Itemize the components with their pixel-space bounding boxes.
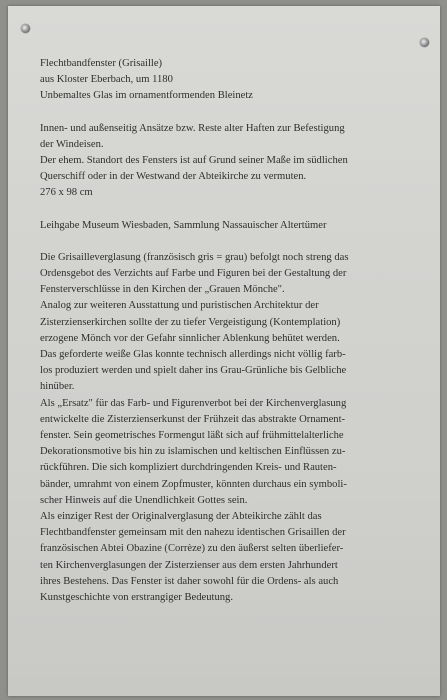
screw-icon [21, 24, 30, 33]
body-line: fenster. Sein geometrisches Formengut läßt sich auf frühmittelalterliche [40, 430, 344, 442]
body-line: Kunstgeschichte von erstrangiger Bedeutung. [40, 592, 233, 604]
details-line: 276 x 98 cm [40, 187, 93, 199]
body-line: Flechtbandfenster gemeinsam mit den nahezu identischen Grisaillen der [40, 527, 346, 539]
body-line: Das geforderte weiße Glas konnte technisch allerdings nicht völlig farb- [40, 349, 346, 361]
details-line: Querschiff oder in der Westwand der Abteikirche zu vermuten. [40, 171, 307, 183]
details-line: der Windeisen. [40, 138, 104, 150]
body-line: erzogene Mönch vor der Gefahr sinnlicher Ablenkung behütet werden. [40, 332, 340, 344]
information-placard [8, 6, 440, 696]
body-line: Analog zur weiteren Ausstattung und puristischen Architektur der [40, 300, 319, 312]
loan-line: Leihgabe Museum Wiesbaden, Sammlung Nassauischer Altertümer [40, 219, 327, 231]
body-line: los produziert werden und spielt daher ins Grau-Grünliche bis Gelbliche [40, 365, 347, 377]
details-line: Der ehem. Standort des Fensters ist auf Grund seiner Maße im südlichen [40, 155, 348, 167]
body-line: Dekorationsmotive bis hin zu islamischen und keltischen Einflüssen zu- [40, 446, 346, 458]
header-line: Unbemaltes Glas im ornamentformenden Bleinetz [40, 90, 253, 102]
body-line: französischen Abtei Obazine (Corrèze) zu den äußerst selten überliefer- [40, 543, 344, 555]
details-line: Innen- und außenseitig Ansätze bzw. Reste alter Haften zur Befestigung [40, 122, 345, 134]
screw-icon [420, 38, 429, 47]
body-line: ihres Bestehens. Das Fenster ist daher sowohl für die Ordens- als auch [40, 575, 339, 587]
header-line: aus Kloster Eberbach, um 1180 [40, 74, 173, 86]
header-line: Flechtbandfenster (Grisaille) [40, 58, 163, 69]
body-line: Ordensgebot des Verzichts auf Farbe und Figuren bei der Gestaltung der [40, 268, 347, 280]
body-line: Zisterzienserkirchen sollte der zu tiefer Vergeistigung (Kontemplation) [40, 316, 341, 328]
body-line: Als einziger Rest der Originalverglasung der Abteikirche zählt das [40, 511, 322, 523]
placard-text [40, 56, 440, 606]
body-line: hinüber. [40, 381, 75, 393]
body-line: Als „Ersatz" für das Farb- und Figurenverbot bei der Kirchenverglasung [40, 397, 347, 409]
body-line: ten Kirchenverglasungen der Zisterzienser aus dem ersten Jahrhundert [40, 559, 338, 571]
body-block [40, 250, 440, 606]
body-line: rückführen. Die sich kompliziert durchdringenden Kreis- und Rauten- [40, 462, 337, 474]
body-line: Fensterverschlüsse in den Kirchen der „Grauen Mönche". [40, 284, 285, 296]
body-line: scher Hinweis auf die Unendlichkeit Gottes sein. [40, 494, 248, 506]
body-line: entwickelte die Zisterzienserkunst der Frühzeit das abstrakte Ornament- [40, 413, 346, 425]
header-block [40, 56, 440, 105]
details-block [40, 121, 440, 202]
loan-block [40, 218, 440, 234]
body-line: Die Grisailleverglasung (französisch gris = grau) befolgt noch streng das [40, 251, 349, 263]
body-line: bänder, umrahmt von einem Zopfmuster, könnten durchaus ein symboli- [40, 478, 347, 490]
